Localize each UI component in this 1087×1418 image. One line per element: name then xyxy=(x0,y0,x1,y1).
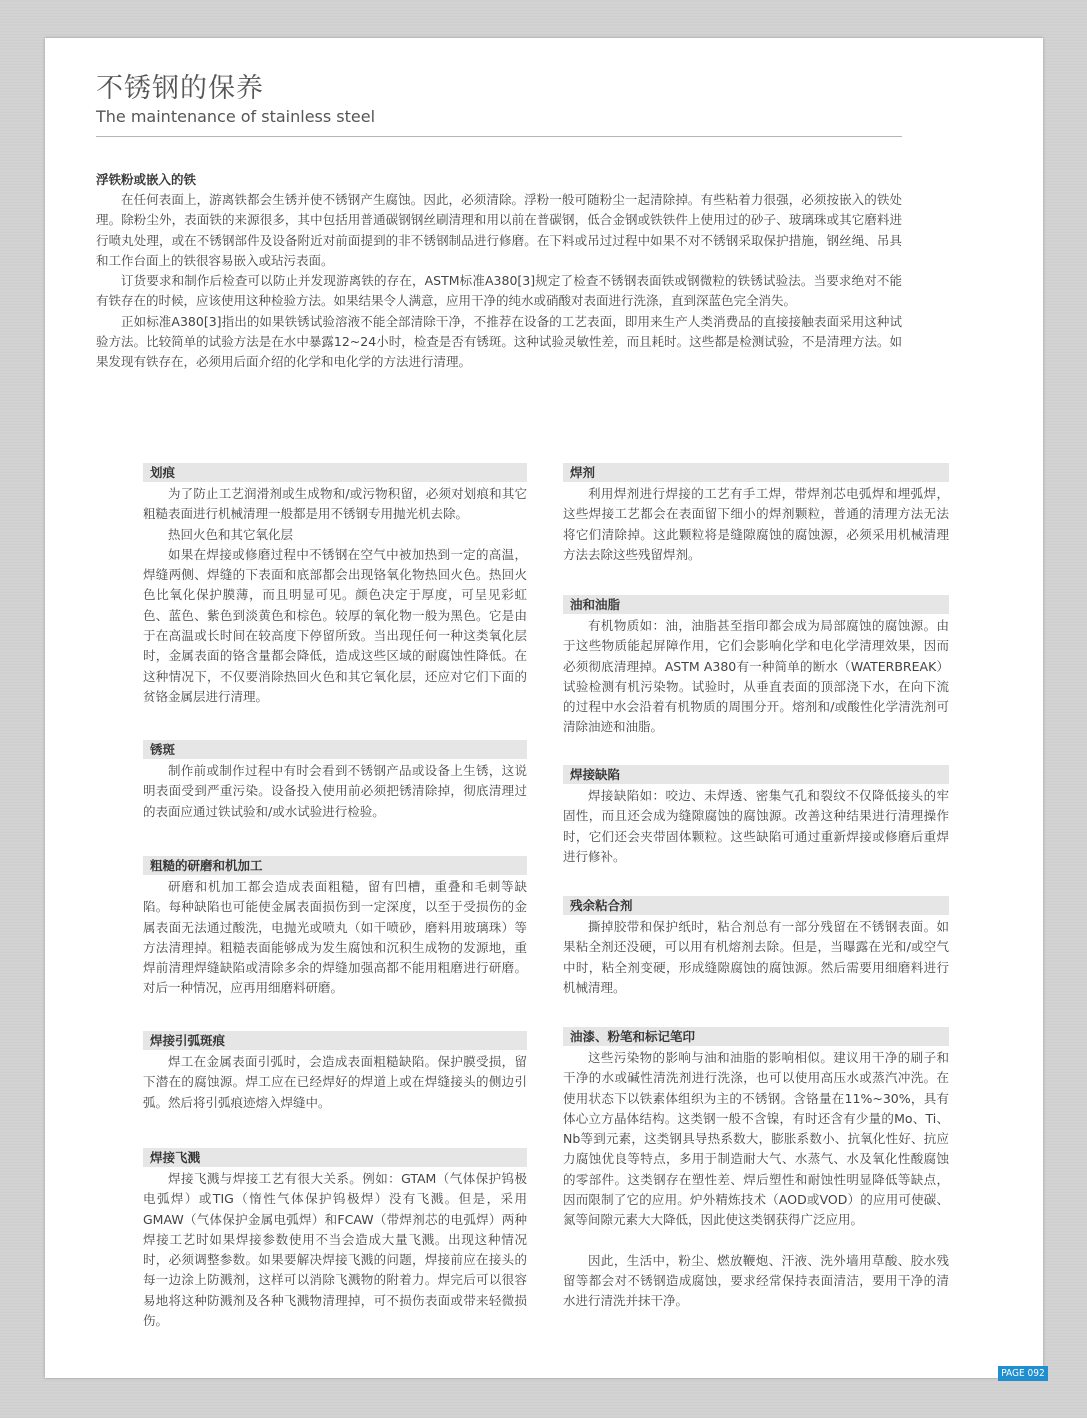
paragraph: 焊工在金属表面引弧时，会造成表面粗糙缺陷。保护膜受损，留下潜在的腐蚀源。焊工应在已经焊好的焊道上或在焊缝接头的侧边引弧。然后将引弧痕迹熔入焊缝中。 xyxy=(143,1054,527,1110)
section-paint-chalk xyxy=(563,1027,949,1312)
section-heading: 残余粘合剂 xyxy=(563,896,949,915)
section-arc-strikes xyxy=(143,1031,527,1113)
section-heading: 浮铁粉或嵌入的铁 xyxy=(96,172,197,187)
section-rust-spots xyxy=(143,740,527,822)
paragraph: 这些污染物的影响与油和油脂的影响相似。建议用干净的刷子和干净的水或碱性清洗剂进行洗涤，也可以使用高压水或蒸汽冲洗。在使用状态下以铁素体组织为主的不锈钢。含铬量在11%~30%，具有体心立方晶体结构。这类钢一般不含镍，有时还含有少量的Mo、Ti、Nb等到元素，这类钢具导热系数大，膨胀系数小、抗氧化性好、抗应力腐蚀优良等特点，多用于制造耐大气、水蒸气、水及氧化性酸腐蚀的零部件。这类钢存在塑性差、焊后塑性和耐蚀性明显降低等缺点，因而限制了它的应用。炉外精炼技术（AOD或VOD）的应用可使碳、氮等间隙元素大大降低，因此使这类钢获得广泛应用。 xyxy=(563,1050,949,1228)
section-weld-defects xyxy=(563,765,949,867)
paragraph: 焊接飞溅与焊接工艺有很大关系。例如：GTAM（气体保护钨极电弧焊）或TIG（惰性气体保护钨极焊）没有飞溅。但是，采用GMAW（气体保护金属电弧焊）和FCAW（带焊剂芯的电弧焊）两种焊接工艺时如果焊接参数使用不当会造成大量飞溅。出现这种情况时，必须调整参数。如果要解决焊接飞溅的问题，焊接前应在接头的每一边涂上防溅剂，这样可以消除飞溅物的附着力。焊完后可以很容易地将这种防溅剂及各种飞溅物清理掉，可不损伤表面或带来轻微损伤。 xyxy=(143,1171,527,1329)
paragraph: 研磨和机加工都会造成表面粗糙，留有凹槽，重叠和毛刺等缺陷。每种缺陷也可能使金属表面损伤到一定深度，以至于受损伤的金属表面无法通过酸洗，电抛光或喷丸（如干喷砂，磨料用玻璃珠）等方法清理掉。粗糙表面能够成为发生腐蚀和沉积生成物的发源地，重焊前清理焊缝缺陷或清除多余的焊缝加强高都不能用粗磨进行研磨。对后一种情况，应再用细磨料研磨。 xyxy=(143,879,527,996)
section-weld-spatter xyxy=(143,1148,527,1331)
paragraph: 制作前或制作过程中有时会看到不锈钢产品或设备上生锈，这说明表面受到严重污染。设备投入使用前必须把锈清除掉，彻底清理过的表面应通过铁试验和/或水试验进行检验。 xyxy=(143,763,527,819)
section-rough-grinding xyxy=(143,856,527,999)
section-oil-grease xyxy=(563,595,949,738)
paragraph: 热回火色和其它氧化层 xyxy=(168,526,294,542)
section-heading: 焊接缺陷 xyxy=(563,765,949,784)
paragraph: 有机物质如：油，油脂甚至指印都会成为局部腐蚀的腐蚀源。由于这些物质能起屏障作用，它们会影响化学和电化学清理效果，因而必须彻底清理掉。ASTM A380有一种简单的断水（WATERBREAK）试验检测有机污染物。试验时，从垂直表面的顶部浇下水，在向下流的过程中水会沿着有机物质的周围分开。熔剂和/或酸性化学清洗剂可清除油迹和油脂。 xyxy=(563,618,949,735)
header xyxy=(96,72,902,137)
intro-section xyxy=(96,170,902,373)
section-heading: 焊剂 xyxy=(563,463,949,482)
paragraph: 利用焊剂进行焊接的工艺有手工焊，带焊剂芯电弧焊和埋弧焊，这些焊接工艺都会在表面留下细小的焊剂颗粒，普通的清理方法无法将它们清除掉。这此颗粒将是缝隙腐蚀的腐蚀源，必须采用机械清理方法去除这些残留焊剂。 xyxy=(563,486,949,562)
paragraph: 如果在焊接或修磨过程中不锈钢在空气中被加热到一定的高温，焊缝两侧、焊缝的下表面和底部都会出现铬氧化物热回火色。热回火色比氧化保护膜薄，而且明显可见。颜色决定于厚度，可呈见彩虹色、蓝色、紫色到淡黄色和棕色。较厚的氧化物一般为黑色。它是由于在高温或长时间在较高度下停留所致。当出现任何一种这类氧化层时，金属表面的铬含量都会降低，造成这些区域的耐腐蚀性降低。在这种情况下，不仅要消除热回火色和其它氧化层，还应对它们下面的贫铬金属层进行清理。 xyxy=(143,546,527,704)
paragraph: 订货要求和制作后检查可以防止并发现游离铁的存在，ASTM标准A380[3]规定了检查不锈钢表面铁或钢微粒的铁锈试验法。当要求绝对不能有铁存在的时候，应该使用这种检验方法。如果结果令人满意，应用干净的纯水或硝酸对表面进行洗涤，直到深蓝色完全消失。 xyxy=(96,273,902,309)
section-heading: 划痕 xyxy=(143,463,527,482)
page-subtitle: The maintenance of stainless steel xyxy=(96,107,376,126)
paragraph: 撕掉胶带和保护纸时，粘合剂总有一部分残留在不锈钢表面。如果粘全剂还没硬，可以用有机熔剂去除。但是，当曝露在光和/或空气中时，粘全剂变硬，形成缝隙腐蚀的腐蚀源。然后需要用细磨料进行机械清理。 xyxy=(563,919,949,995)
section-heading: 油漆、粉笔和标记笔印 xyxy=(563,1027,949,1046)
paragraph: 焊接缺陷如：咬边、未焊透、密集气孔和裂纹不仅降低接头的牢固性，而且还会成为缝隙腐蚀的腐蚀源。改善这种结果进行清理操作时，它们还会夹带固体颗粒。这些缺陷可通过重新焊接或修磨后重焊进行修补。 xyxy=(563,788,949,864)
page-number-badge: PAGE 092 xyxy=(998,1366,1048,1381)
paragraph: 在任何表面上，游离铁都会生锈并使不锈钢产生腐蚀。因此，必须清除。浮粉一般可随粉尘一起清除掉。有些粘着力很强，必须按嵌入的铁处理。除粉尘外，表面铁的来源很多，其中包括用普通碳钢钢丝刷清理和用以前在普碳钢，低合金钢或铁铁件上使用过的砂子、玻璃珠或其它磨料进行喷丸处理，或在不锈钢部件及设备附近对前面提到的非不锈钢制品进行修磨。在下料或吊过过程中如果不对不锈钢采取保护措施，钢丝绳、吊具和工作台面上的铁很容易嵌入或玷污表面。 xyxy=(96,192,902,268)
paragraph: 正如标准A380[3]指出的如果铁锈试验溶液不能全部清除干净，不推荐在设备的工艺表面，即用来生产人类消费品的直接接触表面采用这种试验方法。比较简单的试验方法是在水中暴露12~24小时，检查是否有锈斑。这种试验灵敏性差，而且耗时。这些都是检测试验，不是清理方法。如果发现有铁存在，必须用后面介绍的化学和电化学的方法进行清理。 xyxy=(96,313,902,370)
spacer xyxy=(563,1231,949,1251)
paragraph: 因此，生活中，粉尘、燃放鞭炮、汗液、洗外墙用草酸、胶水残留等都会对不锈钢造成腐蚀，要求经常保持表面清洁，要用干净的清水进行清洗并抹干净。 xyxy=(563,1252,949,1309)
section-scratches xyxy=(143,463,527,707)
section-adhesive xyxy=(563,896,949,998)
section-heading: 油和油脂 xyxy=(563,595,949,614)
section-heading: 粗糙的研磨和机加工 xyxy=(143,856,527,875)
section-heading: 焊接引弧斑痕 xyxy=(143,1031,527,1050)
section-heading: 锈斑 xyxy=(143,740,527,759)
section-heading: 焊接飞溅 xyxy=(143,1148,527,1167)
section-flux xyxy=(563,463,949,565)
title-divider xyxy=(96,136,902,137)
page-title: 不锈钢的保养 xyxy=(96,73,264,104)
paragraph: 为了防止工艺润滑剂或生成物和/或污物积留，必须对划痕和其它粗糙表面进行机械清理一般都是用不锈钢专用抛光机去除。 xyxy=(143,486,527,522)
